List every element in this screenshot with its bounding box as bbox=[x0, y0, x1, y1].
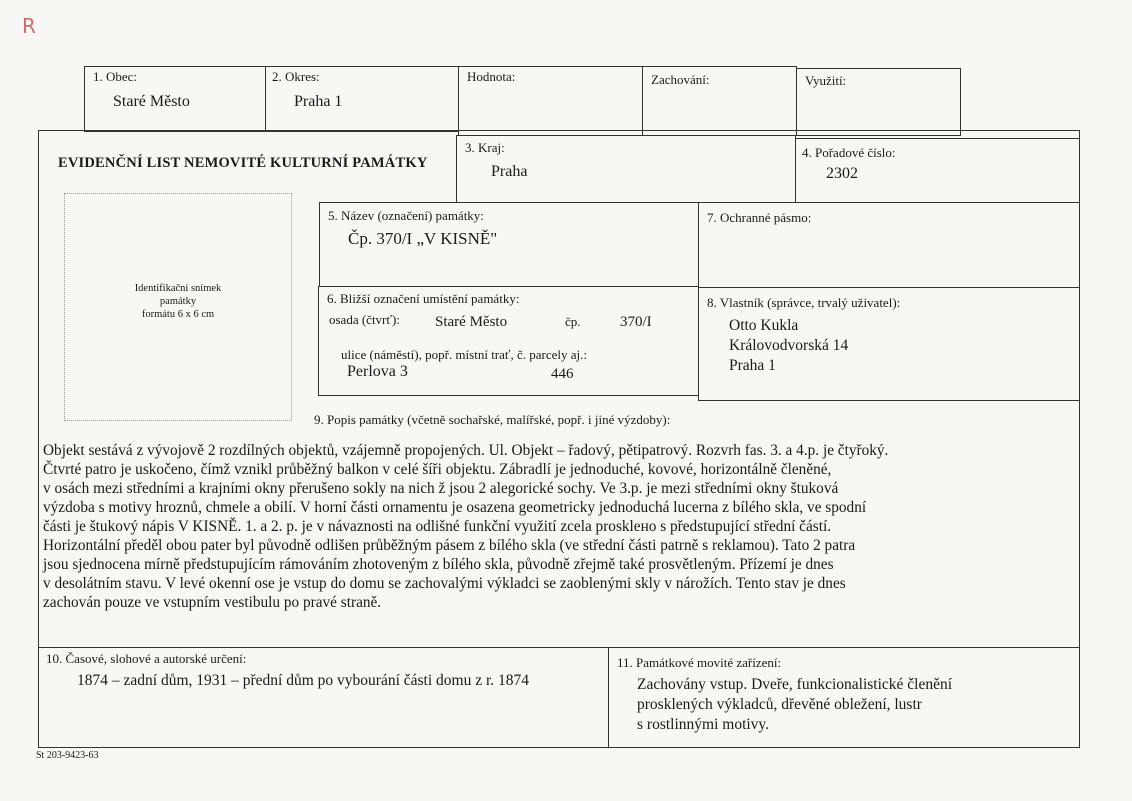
umisteni-cell bbox=[318, 286, 699, 396]
popis-text bbox=[43, 441, 1073, 612]
okres-label: 2. Okres: bbox=[272, 69, 320, 84]
zachovani-cell bbox=[642, 66, 797, 136]
photo-placeholder bbox=[64, 193, 292, 421]
urceni-label: 10. Časové, slohové a autorské určení: bbox=[46, 651, 247, 666]
popis-label: 9. Popis památky (včetně sochařské, malířské, popř. i jiné výzdoby): bbox=[314, 412, 671, 427]
zachovani-label: Zachování: bbox=[651, 72, 710, 87]
movite-zarizeni-label: 11. Památkové movité zařízení: bbox=[617, 655, 782, 670]
hodnota-cell bbox=[458, 66, 643, 136]
okres-value: Praha 1 bbox=[294, 93, 343, 110]
ulice-value: Perlova 3 bbox=[347, 363, 408, 380]
vlastnik-line: Praha 1 bbox=[729, 357, 776, 374]
popis-line: Horizontální předěl obou pater byl původně odlišen průběžným pásem z bílého skla (ve střední části patrně s reklamou). Tato 2 patra bbox=[43, 537, 856, 554]
ulice-label: ulice (náměstí), popř. místní trať, č. parcely aj.: bbox=[341, 347, 587, 362]
poradove-cislo-cell bbox=[795, 138, 1080, 203]
kraj-cell bbox=[456, 135, 796, 203]
nazev-cell bbox=[319, 202, 699, 287]
parcela-value: 446 bbox=[551, 366, 574, 382]
form-title: EVIDENČNÍ LIST NEMOVITÉ KULTURNÍ PAMÁTKY bbox=[58, 155, 428, 171]
vyuziti-cell bbox=[796, 68, 961, 136]
poradove-cislo-label: 4. Pořadové číslo: bbox=[802, 145, 896, 160]
vyuziti-label: Využití: bbox=[805, 73, 847, 88]
nazev-label: 5. Název (označení) památky: bbox=[328, 208, 484, 223]
popis-line: jsou sjednocena mírně předstupujícím rámováním zhotoveným z bílého skla, původně zřejmě také prosvětleným. Přízemí je dnes bbox=[43, 556, 834, 573]
obec-value: Staré Město bbox=[113, 93, 190, 110]
cp-value: 370/I bbox=[620, 314, 652, 330]
popis-line: Čtvrté patro je uskočeno, čímž vznikl průběžný balkon v celé šíři objektu. Zábradlí je jednoduché, kovové, horizontálně členěné, bbox=[43, 461, 832, 478]
popis-line: zachován pouze ve vstupním vestibulu po pravé straně. bbox=[43, 594, 382, 611]
urceni-value: 1874 – zadní dům, 1931 – přední dům po vybourání části domu z r. 1874 bbox=[77, 672, 530, 689]
vlastnik-cell bbox=[698, 287, 1080, 401]
photo-line: formátu 6 x 6 cm bbox=[141, 309, 215, 320]
hodnota-label: Hodnota: bbox=[467, 69, 516, 84]
vlastnik-label: 8. Vlastník (správce, trvalý uživatel): bbox=[707, 295, 901, 310]
urceni-cell bbox=[38, 647, 609, 748]
ochranne-pasmo-cell bbox=[698, 202, 1080, 288]
form-code: St 203-9423-63 bbox=[36, 750, 99, 761]
movite-zarizeni-line: Zachovány vstup. Dveře, funkcionalistické členění bbox=[637, 676, 953, 693]
photo-line: památky bbox=[159, 296, 197, 307]
kraj-label: 3. Kraj: bbox=[465, 140, 505, 155]
cp-label: čp. bbox=[565, 314, 581, 329]
popis-line: výzdoba s motivy hroznů, chmele a obilí. V horní části ornamentu je osazena geometricky jednoduchá lucerna z bílého skla, ve spodní bbox=[43, 499, 867, 516]
popis-line: části je štukový nápis V KISNĚ. 1. a 2. p. je v návaznosti na odlišné funkční využití zcela prosklено s předstupující střední částí. bbox=[43, 518, 832, 535]
ochranne-pasmo-label: 7. Ochranné pásmo: bbox=[707, 210, 812, 225]
movite-zarizeni-cell bbox=[608, 647, 1080, 748]
popis-line: Objekt sestává z vývojově 2 rozdílných objektů, vzájemně propojených. Ul. Objekt – řadový, pětipatrový. Rozvrh fas. 3. a 4.p. je čtyřoký. bbox=[43, 442, 889, 459]
movite-zarizeni-line: prosklených výkladců, dřevěné obležení, lustr bbox=[637, 696, 922, 713]
photo-line: Identifikační snímek bbox=[134, 283, 222, 294]
popis-line: v osách mezi středními a krajními okny přerušeno sokly na nich ž jsou 2 alegorické sochy. Ve 3.p. je mezi středními okny štuková bbox=[43, 480, 839, 497]
osada-value: Staré Město bbox=[435, 314, 508, 330]
nazev-value: Čp. 370/I „V KISNĚ" bbox=[348, 229, 498, 248]
umisteni-label: 6. Bližší označení umístění památky: bbox=[327, 291, 520, 306]
popis-line: v desolátním stavu. V levé okenní ose je vstup do domu se zachovalými výkladci se zaoblenými skly v nárožích. Tento stav je dnes bbox=[43, 575, 846, 592]
poradove-cislo-value: 2302 bbox=[826, 165, 858, 182]
obec-cell bbox=[84, 66, 266, 132]
vlastnik-line: Královodvorská 14 bbox=[729, 337, 849, 354]
vlastnik-line: Otto Kukla bbox=[729, 317, 799, 334]
okres-cell bbox=[265, 66, 459, 132]
movite-zarizeni-line: s rostlinnými motivy. bbox=[637, 716, 770, 733]
kraj-value: Praha bbox=[491, 163, 528, 180]
osada-label: osada (čtvrť): bbox=[329, 312, 400, 327]
corner-mark: R bbox=[22, 14, 36, 38]
obec-label: 1. Obec: bbox=[93, 69, 138, 84]
